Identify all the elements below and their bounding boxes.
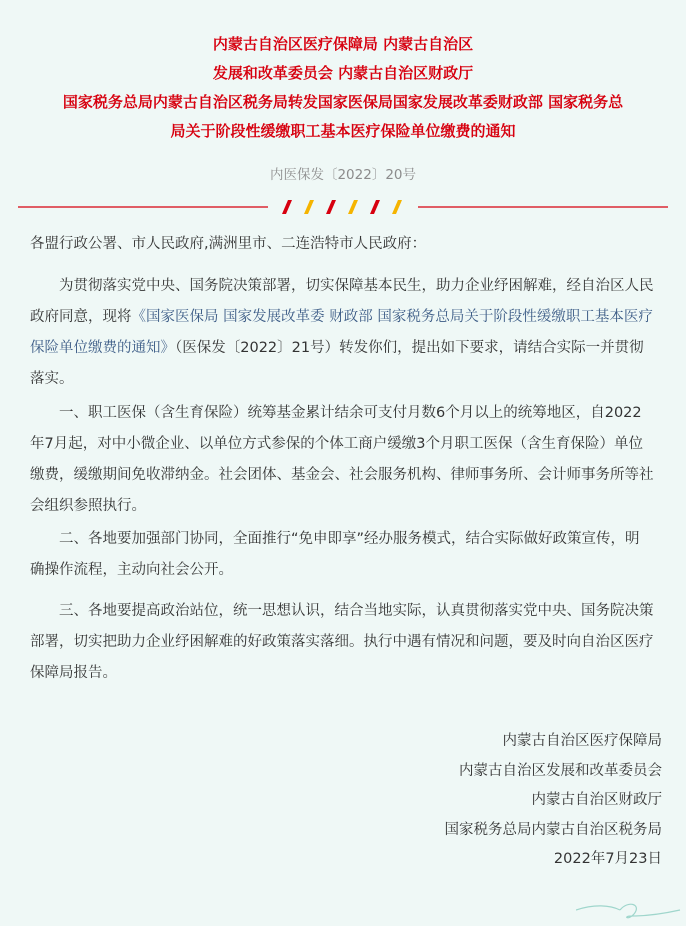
signatory-4: 国家税务总局内蒙古自治区税务局 (444, 821, 662, 838)
corner-swirl-decoration (576, 896, 686, 926)
paragraph-item-3 (30, 596, 654, 689)
divider-slash (326, 200, 336, 214)
signature-block (445, 727, 663, 875)
divider-slash (392, 200, 402, 214)
intro-text-before: 为贯彻落实党中央、国务院决策部署，切实保障基本民生，助力企业纾困解难，经自治区人民政府同意，现将 (30, 278, 654, 325)
divider-slash (304, 200, 314, 214)
item-2-text: 二、各地要加强部门协同，全面推行“免申即享”经办服务模式，结合实际做好政策宣传，明确操作流程，主动向社会公开。 (30, 531, 640, 578)
divider-slashes (282, 200, 402, 214)
intro-text-after: （医保发〔2022〕21号）转发你们，提出如下要求，请结合实际一并贯彻落实。 (30, 340, 644, 387)
referenced-notice-title: 《国家医保局 国家发展改革委 财政部 国家税务总局关于阶段性缓缴职工基本医疗保险单位缴费的通知》 (30, 309, 653, 356)
title-divider (18, 199, 668, 219)
item-3-text: 三、各地要提高政治站位，统一思想认识，结合当地实际，认真贯彻落实党中央、国务院决策部署，切实把助力企业纾困解难的好政策落实落细。执行中遇有情况和问题，要及时向自治区医疗保障局报告。 (30, 603, 654, 681)
paragraph-item-1 (30, 398, 654, 522)
signature-date: 2022年7月23日 (553, 851, 662, 867)
document-title (18, 30, 668, 146)
salutation: 各盟行政公署、市人民政府,满洲里市、二连浩特市人民政府： (30, 236, 427, 252)
document-number: 内医保发〔2022〕20号 (269, 167, 417, 183)
title-line-4: 局关于阶段性缓缴职工基本医疗保险单位缴费的通知 (170, 122, 516, 140)
paragraph-intro (30, 271, 654, 395)
title-line-2: 发展和改革委员会 内蒙古自治区财政厅 (212, 64, 474, 82)
divider-slash (282, 200, 292, 214)
title-line-3: 国家税务总局内蒙古自治区税务局转发国家医保局国家发展改革委财政部 国家税务总 (62, 93, 624, 111)
title-line-1: 内蒙古自治区医疗保障局 内蒙古自治区 (212, 35, 474, 53)
paragraph-item-2 (30, 524, 654, 586)
signatory-3: 内蒙古自治区财政厅 (531, 792, 662, 808)
divider-slash (370, 200, 380, 214)
item-1-text: 一、职工医保（含生育保险）统筹基金累计结余可支付月数6个月以上的统筹地区，自2022年7月起，对中小微企业、以单位方式参保的个体工商户缓缴3个月职工医保（含生育保险）单位缴费，缓缴期间免收滞纳金。社会团体、基金会、社会服务机构、律师事务所、会计师事务所等社会组织参照执行。 (30, 405, 654, 514)
divider-slash (348, 200, 358, 214)
signatory-2: 内蒙古自治区发展和改革委员会 (459, 762, 662, 779)
signatory-1: 内蒙古自治区医疗保障局 (502, 733, 662, 749)
